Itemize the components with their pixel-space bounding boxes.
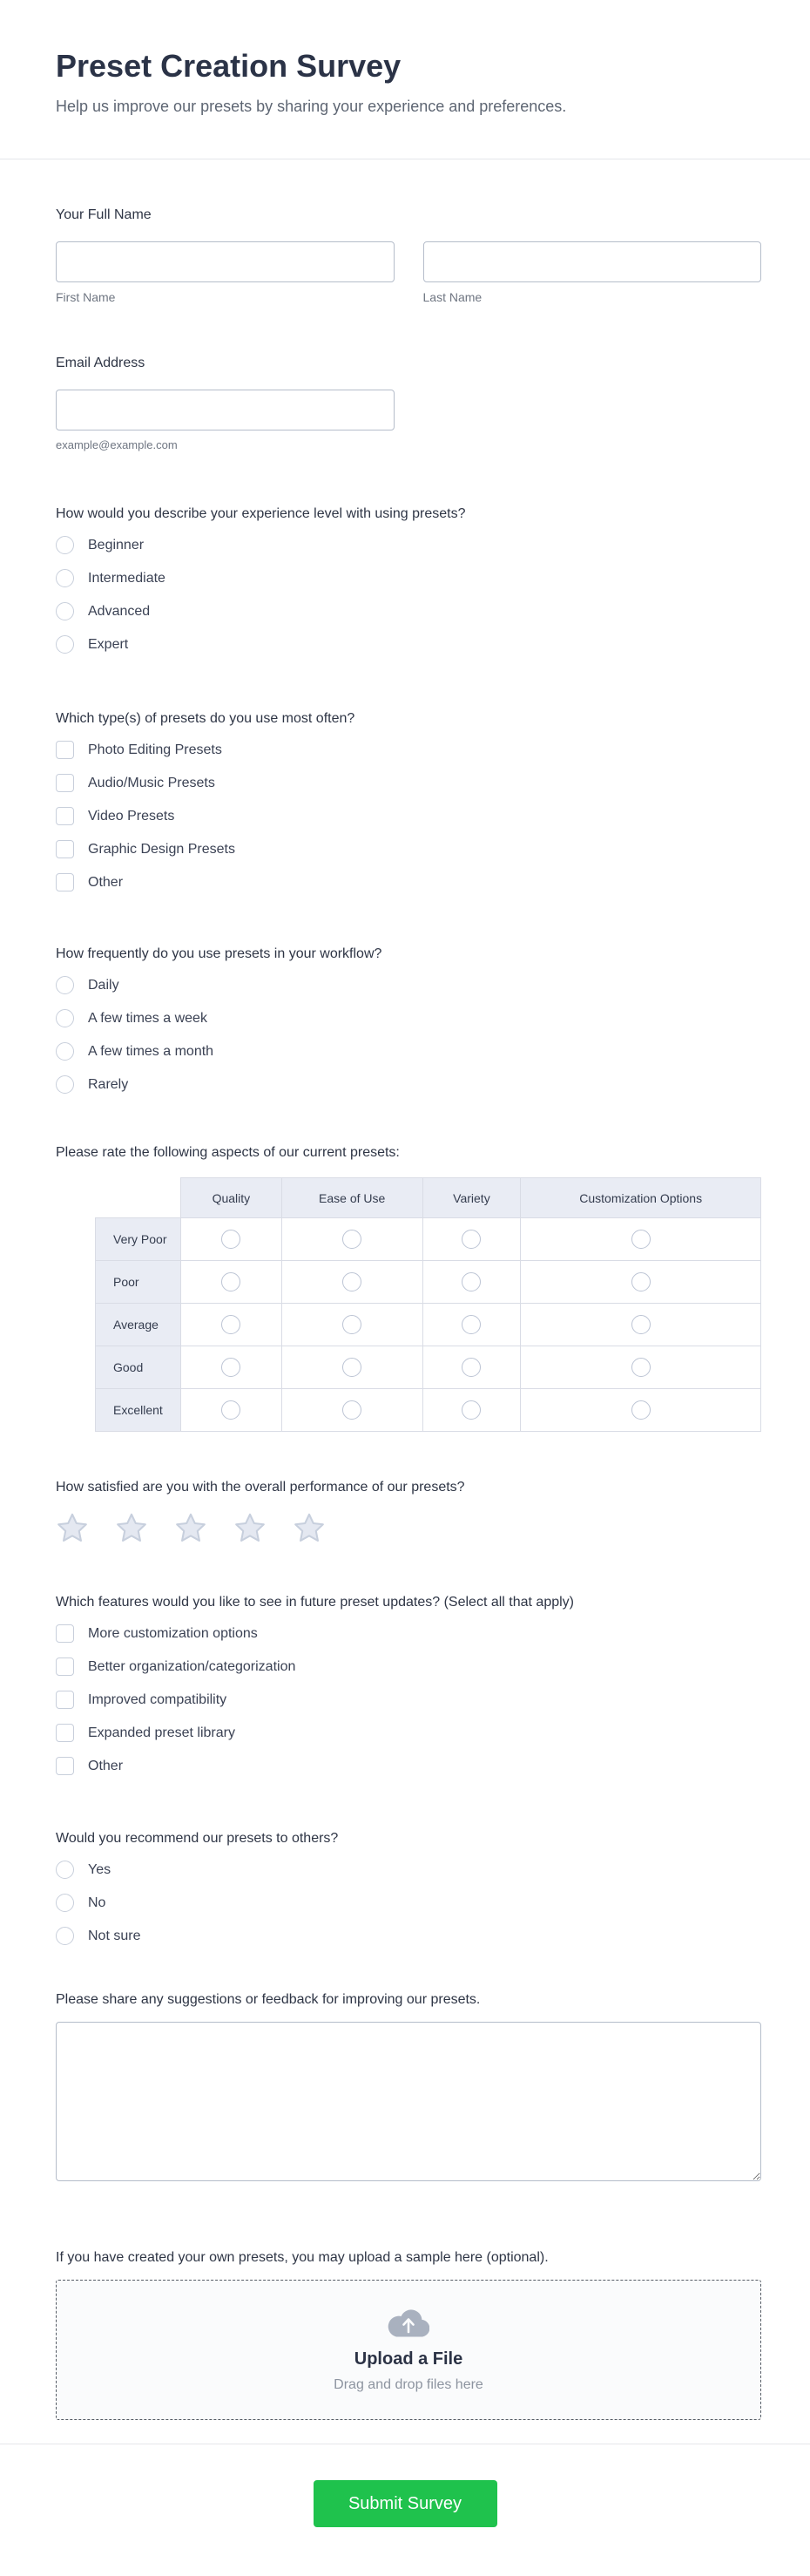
radio-option[interactable]	[56, 602, 761, 620]
matrix-column-header: Variety	[422, 1178, 521, 1218]
upload-cloud-icon	[388, 2308, 429, 2337]
radio-control[interactable]	[56, 1042, 74, 1061]
checkbox-control[interactable]	[56, 1724, 74, 1742]
radio-control[interactable]	[56, 1075, 74, 1094]
matrix-column-header: Ease of Use	[281, 1178, 422, 1218]
checkbox-control[interactable]	[56, 873, 74, 891]
radio-option[interactable]	[56, 569, 761, 587]
matrix-radio[interactable]	[221, 1272, 240, 1291]
rating-matrix-question-label: Please rate the following aspects of our current presets:	[56, 1145, 400, 1160]
page-title: Preset Creation Survey	[56, 48, 402, 84]
matrix-radio[interactable]	[631, 1230, 651, 1249]
radio-option[interactable]	[56, 1894, 761, 1912]
matrix-row-label: Poor	[96, 1261, 181, 1304]
email-hint: example@example.com	[56, 438, 178, 451]
last-name-sublabel: Last Name	[422, 290, 483, 304]
checkbox-option[interactable]	[56, 840, 761, 858]
option-label: Expanded preset library	[88, 1725, 235, 1740]
matrix-row-label: Good	[96, 1346, 181, 1389]
star-icon[interactable]	[174, 1512, 207, 1545]
email-label: Email Address	[56, 356, 145, 370]
preset-types-question-label: Which type(s) of presets do you use most often?	[56, 711, 355, 726]
radio-control[interactable]	[56, 569, 74, 587]
matrix-radio[interactable]	[631, 1272, 651, 1291]
matrix-row-label: Very Poor	[96, 1218, 181, 1261]
option-label: Intermediate	[88, 571, 165, 586]
option-label: Graphic Design Presets	[88, 842, 235, 857]
option-label: Expert	[88, 637, 129, 652]
radio-option[interactable]	[56, 536, 761, 554]
matrix-row	[96, 1218, 761, 1261]
option-label: Photo Editing Presets	[88, 742, 222, 757]
checkbox-control[interactable]	[56, 1691, 74, 1709]
option-label: A few times a week	[88, 1011, 207, 1026]
checkbox-control[interactable]	[56, 1757, 74, 1775]
radio-option[interactable]	[56, 1075, 761, 1094]
option-label: Yes	[88, 1862, 111, 1877]
radio-control[interactable]	[56, 1009, 74, 1027]
upload-dropzone[interactable]	[56, 2280, 761, 2420]
matrix-row	[96, 1261, 761, 1304]
rating-matrix-table	[95, 1177, 761, 1432]
matrix-row-label: Excellent	[96, 1389, 181, 1432]
radio-option[interactable]	[56, 1009, 761, 1027]
matrix-column-header: Quality	[180, 1178, 281, 1218]
matrix-radio[interactable]	[342, 1272, 361, 1291]
matrix-radio[interactable]	[631, 1315, 651, 1334]
matrix-radio[interactable]	[462, 1315, 481, 1334]
email-section	[56, 355, 761, 452]
suggestions-textarea[interactable]	[56, 2022, 761, 2181]
checkbox-control[interactable]	[56, 807, 74, 825]
matrix-radio[interactable]	[462, 1358, 481, 1377]
matrix-radio[interactable]	[221, 1400, 240, 1420]
checkbox-option[interactable]	[56, 774, 761, 792]
first-name-input[interactable]	[56, 241, 395, 282]
matrix-row	[96, 1346, 761, 1389]
last-name-input[interactable]	[423, 241, 762, 282]
radio-control[interactable]	[56, 635, 74, 654]
matrix-radio[interactable]	[342, 1358, 361, 1377]
option-label: Daily	[88, 978, 119, 993]
matrix-radio[interactable]	[342, 1230, 361, 1249]
option-label: Better organization/categorization	[88, 1659, 296, 1674]
checkbox-option[interactable]	[56, 807, 761, 825]
option-label: A few times a month	[88, 1044, 214, 1059]
star-icon[interactable]	[56, 1512, 89, 1545]
option-label: No	[88, 1895, 106, 1910]
matrix-radio[interactable]	[462, 1230, 481, 1249]
radio-control[interactable]	[56, 536, 74, 554]
full-name-label: Your Full Name	[56, 207, 152, 222]
checkbox-option[interactable]	[56, 741, 761, 759]
frequency-question-label: How frequently do you use presets in your workflow?	[56, 946, 382, 961]
radio-option[interactable]	[56, 1042, 761, 1061]
checkbox-option[interactable]	[56, 873, 761, 891]
matrix-row-label: Average	[96, 1304, 181, 1346]
star-icon[interactable]	[115, 1512, 148, 1545]
recommend-question-label: Would you recommend our presets to others?	[56, 1831, 339, 1846]
matrix-radio[interactable]	[462, 1272, 481, 1291]
radio-control[interactable]	[56, 1894, 74, 1912]
upload-title: Upload a File	[354, 2349, 463, 2369]
matrix-radio[interactable]	[631, 1400, 651, 1420]
experience-question-label: How would you describe your experience level with using presets?	[56, 506, 466, 521]
preset-types-question	[56, 710, 761, 891]
matrix-radio[interactable]	[631, 1358, 651, 1377]
radio-control[interactable]	[56, 1861, 74, 1879]
upload-question-label: If you have created your own presets, you may upload a sample here (optional).	[56, 2250, 549, 2265]
option-label: Audio/Music Presets	[88, 776, 215, 790]
radio-control[interactable]	[56, 602, 74, 620]
matrix-radio[interactable]	[221, 1358, 240, 1377]
matrix-radio[interactable]	[221, 1230, 240, 1249]
matrix-row	[96, 1304, 761, 1346]
checkbox-option[interactable]	[56, 1624, 761, 1643]
future-features-question	[56, 1594, 761, 1775]
checkbox-control[interactable]	[56, 741, 74, 759]
rating-matrix-question	[56, 1144, 761, 1432]
radio-control[interactable]	[56, 1927, 74, 1945]
option-label: Advanced	[88, 604, 151, 619]
experience-question	[56, 505, 761, 654]
checkbox-control[interactable]	[56, 1624, 74, 1643]
checkbox-option[interactable]	[56, 1691, 761, 1709]
radio-option[interactable]	[56, 635, 761, 654]
recommend-question	[56, 1830, 761, 1945]
satisfaction-question-label: How satisfied are you with the overall performance of our presets?	[56, 1480, 465, 1495]
upload-subtitle: Drag and drop files here	[334, 2376, 483, 2392]
frequency-question	[56, 946, 761, 1094]
radio-option[interactable]	[56, 976, 761, 994]
matrix-corner-cell	[96, 1178, 181, 1218]
matrix-row	[96, 1389, 761, 1432]
suggestions-question-label: Please share any suggestions or feedback for improving our presets.	[56, 1992, 481, 2007]
radio-option[interactable]	[56, 1861, 761, 1879]
form-footer	[0, 2444, 810, 2573]
star-icon[interactable]	[233, 1512, 267, 1545]
matrix-radio[interactable]	[462, 1400, 481, 1420]
option-label: Other	[88, 1759, 124, 1773]
satisfaction-question	[56, 1479, 761, 1545]
checkbox-control[interactable]	[56, 840, 74, 858]
option-label: Video Presets	[88, 809, 175, 824]
matrix-radio[interactable]	[221, 1315, 240, 1334]
checkbox-option[interactable]	[56, 1724, 761, 1742]
option-label: Rarely	[88, 1077, 129, 1092]
first-name-sublabel: First Name	[56, 290, 116, 304]
upload-question	[56, 2249, 761, 2420]
radio-control[interactable]	[56, 976, 74, 994]
checkbox-control[interactable]	[56, 774, 74, 792]
radio-option[interactable]	[56, 1927, 761, 1945]
matrix-radio[interactable]	[342, 1400, 361, 1420]
matrix-column-header: Customization Options	[521, 1178, 761, 1218]
email-input[interactable]	[56, 390, 395, 430]
option-label: Not sure	[88, 1929, 141, 1943]
page-subtitle: Help us improve our presets by sharing your experience and preferences.	[56, 98, 567, 115]
option-label: Beginner	[88, 538, 145, 552]
option-label: Other	[88, 875, 124, 890]
star-icon[interactable]	[293, 1512, 326, 1545]
suggestions-question	[56, 1991, 761, 2181]
checkbox-control[interactable]	[56, 1657, 74, 1676]
checkbox-option[interactable]	[56, 1757, 761, 1775]
submit-button[interactable]: Submit Survey	[314, 2480, 497, 2527]
matrix-radio[interactable]	[342, 1315, 361, 1334]
star-rating	[56, 1512, 761, 1545]
future-features-question-label: Which features would you like to see in future preset updates? (Select all that apply)	[56, 1595, 574, 1610]
full-name-section	[56, 207, 761, 305]
option-label: Improved compatibility	[88, 1692, 227, 1707]
form-header	[0, 0, 810, 159]
option-label: More customization options	[88, 1626, 258, 1641]
survey-form	[0, 159, 810, 2420]
checkbox-option[interactable]	[56, 1657, 761, 1676]
